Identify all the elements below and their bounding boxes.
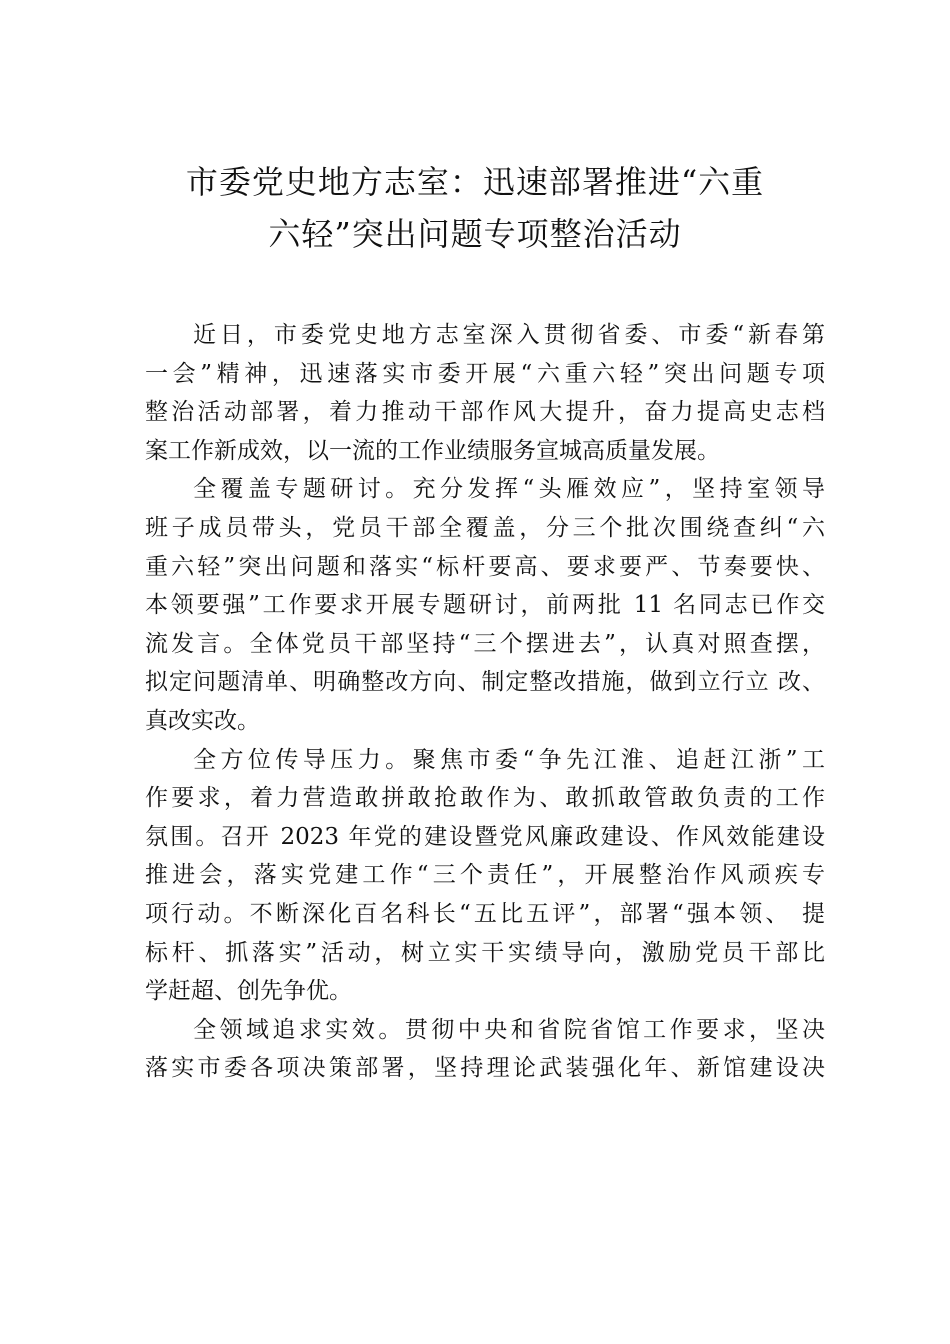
text-line: 流发言。全体党员干部坚持“三个摆进去”，认真对照查摆， bbox=[145, 630, 825, 657]
paragraph bbox=[145, 741, 825, 1011]
title-line: 六轻”突出问题专项整治活动 bbox=[268, 215, 682, 253]
document-body bbox=[145, 316, 825, 1088]
text-line: 拟定问题清单、明确整改方向、制定整改措施，做到立行立 改、 bbox=[145, 669, 825, 696]
text-line: 本领要强”工作要求开展专题研讨，前两批 11 名同志已作交 bbox=[145, 592, 825, 619]
paragraph bbox=[145, 1011, 825, 1088]
text-line: 真改实改。 bbox=[145, 707, 260, 734]
paragraph bbox=[145, 470, 825, 740]
text-line: 全领域追求实效。贯彻中央和省院省馆工作要求，坚决 bbox=[193, 1016, 825, 1043]
document-title bbox=[120, 156, 830, 260]
text-line: 作要求，着力营造敢拼敢抢敢作为、敢抓敢管敢负责的工作 bbox=[145, 785, 825, 812]
title-line: 市委党史地方志室：迅速部署推进“六重 bbox=[185, 163, 765, 201]
text-line: 整治活动部署，着力推动干部作风大提升，奋力提高史志档 bbox=[145, 399, 825, 426]
text-line: 一会”精神，迅速落实市委开展“六重六轻”突出问题专项 bbox=[145, 360, 825, 387]
text-line: 项行动。不断深化百名科长“五比五评”，部署“强本领、 提 bbox=[145, 900, 825, 927]
text-line: 近日，市委党史地方志室深入贯彻省委、市委“新春第 bbox=[193, 322, 825, 348]
text-line: 标杆、抓落实”活动，树立实干实绩导向，激励党员干部比 bbox=[145, 939, 825, 966]
text-line: 班子成员带头，党员干部全覆盖，分三个批次围绕查纠“六 bbox=[145, 514, 825, 541]
text-line: 重六轻”突出问题和落实“标杆要高、要求要严、节奏要快、 bbox=[145, 553, 825, 580]
text-line: 落实市委各项决策部署，坚持理论武装强化年、新馆建设决 bbox=[145, 1055, 825, 1082]
text-line: 全方位传导压力。聚焦市委“争先江淮、追赶江浙”工 bbox=[193, 746, 825, 773]
text-line: 氛围。召开 2023 年党的建设暨党风廉政建设、作风效能建设 bbox=[145, 823, 825, 850]
paragraph bbox=[145, 316, 825, 470]
text-line: 全覆盖专题研讨。充分发挥“头雁效应”，坚持室领导 bbox=[193, 476, 825, 503]
text-line: 案工作新成效，以一流的工作业绩服务宣城高质量发展。 bbox=[145, 437, 720, 464]
text-line: 推进会，落实党建工作“三个责任”，开展整治作风顽疾专 bbox=[145, 862, 825, 889]
text-line: 学赶超、创先争优。 bbox=[145, 978, 352, 1005]
